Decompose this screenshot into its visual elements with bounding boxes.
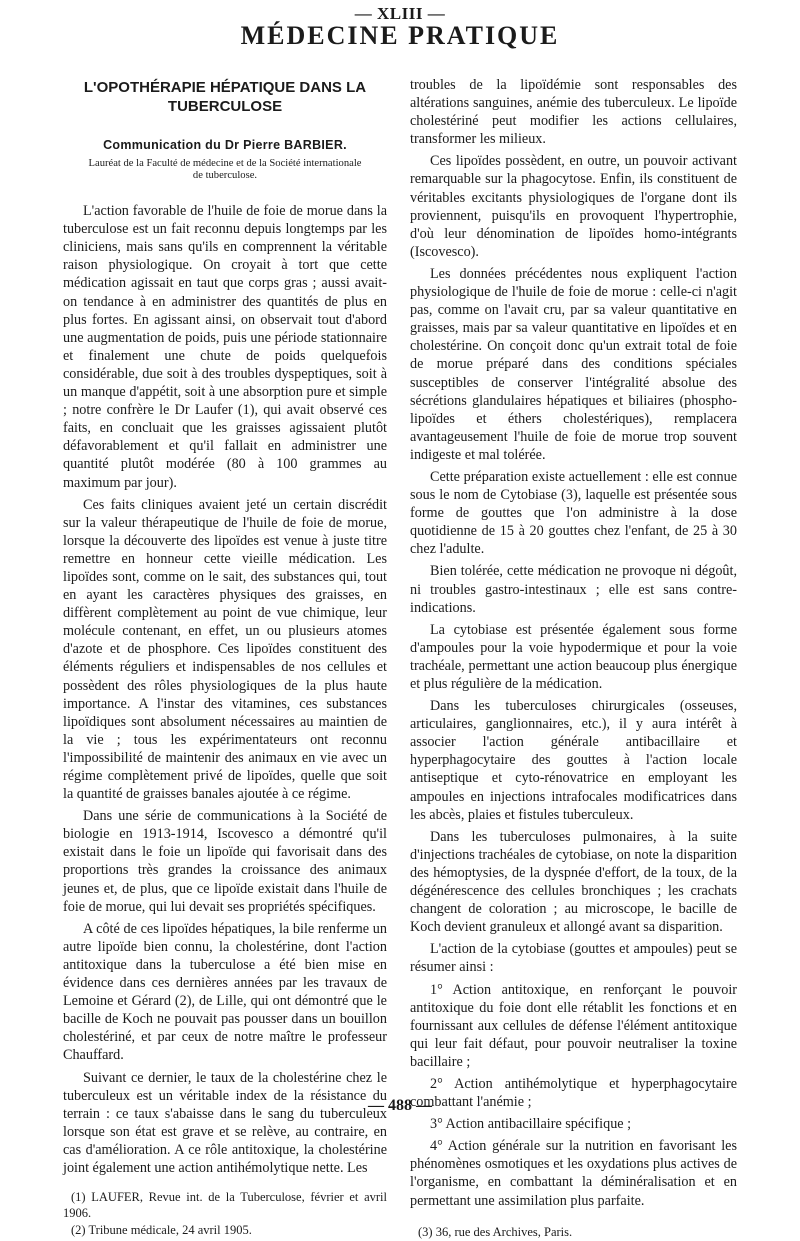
page-title: MÉDECINE PRATIQUE [240,21,560,50]
article-title-line-2: TUBERCULOSE [167,98,283,115]
paragraph: Cette préparation existe actuellement : elle est connue sous le nom de Cytobiase (3), laquelle est présentée sous forme de gouttes que l'on administre à la dose quotidienne de 15 à 20 gouttes chez l'enfant, de 25 à 30 chez l'adulte. [410,468,737,558]
list-item: 1° Action antitoxique, en renforçant le pouvoir antitoxique du foie dont elle rétablit les fonctions et en fournissant aux cellules de défense l'élément antitoxique qui leur fait défaut, pour pouvoir neutraliser la toxine bacillaire ; [410,981,737,1070]
paragraph: Bien tolérée, cette médication ne provoque ni dégoût, ni troubles gastro-intestinaux ; elle est sans contre-indications. [410,563,737,616]
paragraph: Les données précédentes nous expliquent l'action physiologique de l'huile de foie de morue : celle-ci n'agit pas, comme on l'avait cru, par sa valeur quantitative en graisses, mais par sa valeur quantitative en lipoïdes et en cholestérine. On conçoit donc qu'un extrait total de foie de morue préparé dans des conditions spéciales susceptibles de conserver l'intégralité absolue des sécrétions glandulaires hépatiques et biliaires (phospho-lipoïdes et éthers cholestériques), remplacera avantageusement l'huile de foie de morue trop souvent indigeste et mal tolérée. [410,265,737,463]
paragraph: Dans une série de communications à la Société de biologie en 1913-1914, Iscovesco a démontré qu'il existait dans le foie un lipoïde qui favorisait dans des proportions très grandes la croissance des animaux jeunes et, de plus, que ce lipoïde existait dans l'huile de foie de morue, qui lui devait ses propriétés spécifiques. [63,808,387,915]
author-byline: Communication du Dr Pierre BARBIER. [103,138,347,152]
affiliation-line-1: Lauréat de la Faculté de médecine et de la Société internationale [88,158,362,170]
paragraph: L'action de la cytobiase (gouttes et ampoules) peut se résumer ainsi : [410,941,737,976]
paragraph: La cytobiase est présentée également sous forme d'ampoules pour la voie hypodermique et pour la voie trachéale, permettant une action beaucoup plus énergique et plus régulière de la médication. [410,621,737,692]
article-title [69,78,381,116]
paragraph: A côté de ces lipoïdes hépatiques, la bile renferme un autre lipoïde bien connu, la cholestérine, dont l'action antitoxique dans la tuberculose a été bien mise en évidence dans ces dernières années par les travaux de Lemoine et Gérard (2), de Lille, qui ont démontré que le bacille de Koch ne pouvait pas pousser dans un bouillon cholestériné, et par ceux de notre maître le professeur Chauffard. [63,920,387,1064]
paragraph: troubles de la lipoïdémie sont responsables des altérations sanguines, anémie des tuberculeux. Le lipoïde cholestériné peut modifier les actions cellulaires, transformer les milieux. [410,77,737,148]
paragraph: Suivant ce dernier, le taux de la cholestérine chez le tuberculeux est un véritable index de la résistance du terrain : ce taux s'abaisse dans le sang du tuberculeux lorsque son état est grave et se relève, au contraire, en cas d'amélioration. A ce rôle antitoxique, la cholestérine joint également une action antihémolytique nette. Les [63,1069,387,1176]
paragraph: Dans les tuberculoses pulmonaires, à la suite d'injections trachéales de cytobiase, on note la disparition des hémoptysies, de la dyspnée d'effort, de la toux, de la dégénérescence des cellules bronchiques ; les crachats changent de coloration ; au microscope, le bacille de Koch devient granuleux et allongé avant sa disparition. [410,828,737,936]
footnotes [63,1189,387,1238]
right-column [410,76,737,1241]
article-title-line-1: L'OPOTHÉRAPIE HÉPATIQUE DANS LA [83,79,367,96]
page-number: — 488 — [368,1097,432,1114]
list-item: 3° Action antibacillaire spécifique ; [430,1116,632,1133]
paragraph: Ces lipoïdes possèdent, en outre, un pouvoir activant remarquable sur la phagocytose. Enfin, ils constituent de véritables excitants physiologiques de l'organe dont ils proviennent, puisqu'ils en provoquent l'hypertrophie, d'où leur dénomination de lipoïdes homo-intégrants (Iscovesco). [410,153,737,260]
paragraph: Ces faits cliniques avaient jeté un certain discrédit sur la valeur thérapeutique de l'huile de foie de morue, lorsque la découverte des lipoïdes est venue à juste titre remettre en honneur cette vieille médication. Les lipoïdes sont, comme on le sait, des substances qui, tout en ayant les caractères physiques des graisses, en diffèrent complètement au point de vue chimique, leur molécule contenant, en effet, un ou plusieurs atomes d'azote et de phosphore. Ces lipoïdes constituent des éléments réguliers et indispensables de nos cellules et possèdent des rôles physiologiques de la plus haute importance. A l'instar des vitamines, ces substances lipoïdiques sont absolument nécessaires au maintien de la vie ; tous les expérimentateurs ont reconnu l'impossibilité de maintenir des animaux en vie avec un régime complètement privé de lipoïdes, quelle que soit la quantité de graisses banales ajoutée à ce régime. [63,496,387,803]
list-item: 4° Action générale sur la nutrition en favorisant les phénomènes osmotiques et les oxydations plus actives de l'organisme, en combattant la déminéralisation et en permettant une assimilation plus parfaite. [410,1138,737,1209]
paragraph: Dans les tuberculoses chirurgicales (osseuses, articulaires, ganglionnaires, etc.), il y aura intérêt à associer l'action générale antibacillaire et hyperphagocytaire des gouttes à l'action locale antiseptique et cyto-rénovatrice en employant les ampoules en injections intrafocales modificatrices dans les abcès, plaies et fistules tuberculeux. [410,698,737,823]
author-affiliation [79,158,371,182]
paragraph: L'action favorable de l'huile de foie de morue dans la tuberculose est un fait reconnu depuis longtemps par les cliniciens, mais sans qu'ils en comprennent la véritable raison physiologique. On croyait à tort que cette médication agissait en taut que corps gras ; aussi avait-on tendance à en administrer des quantités de plus en plus fortes. En agissant ainsi, on observait tout d'abord une augmentation de poids, puis une période stationnaire et finalement une chute de poids quelquefois considérable, due soit à des troubles dyspeptiques, soit à un manque d'appétit, soit à une absorption pure et simple ; notre confrère le Dr Laufer (1), qui avait observé ces faits, en concluait que les graisses agissaient plutôt défavorablement et qu'il fallait en administrer une quantité plutôt modérée (80 à 100 grammes au maximum par jour). [63,203,387,491]
footnotes [410,1224,737,1240]
affiliation-line-2: de tuberculose. [192,170,258,182]
footnote: (3) 36, rue des Archives, Paris. [418,1224,573,1239]
left-column [63,76,387,1239]
footnote: (2) Tribune médicale, 24 avril 1905. [71,1223,252,1238]
running-head: — XLIII — [354,4,446,23]
list-item: 2° Action antihémolytique et hyperphagocytaire combattant l'anémie ; [410,1075,737,1111]
footnote: (1) LAUFER, Revue int. de la Tuberculose, février et avril 1906. [63,1190,387,1221]
